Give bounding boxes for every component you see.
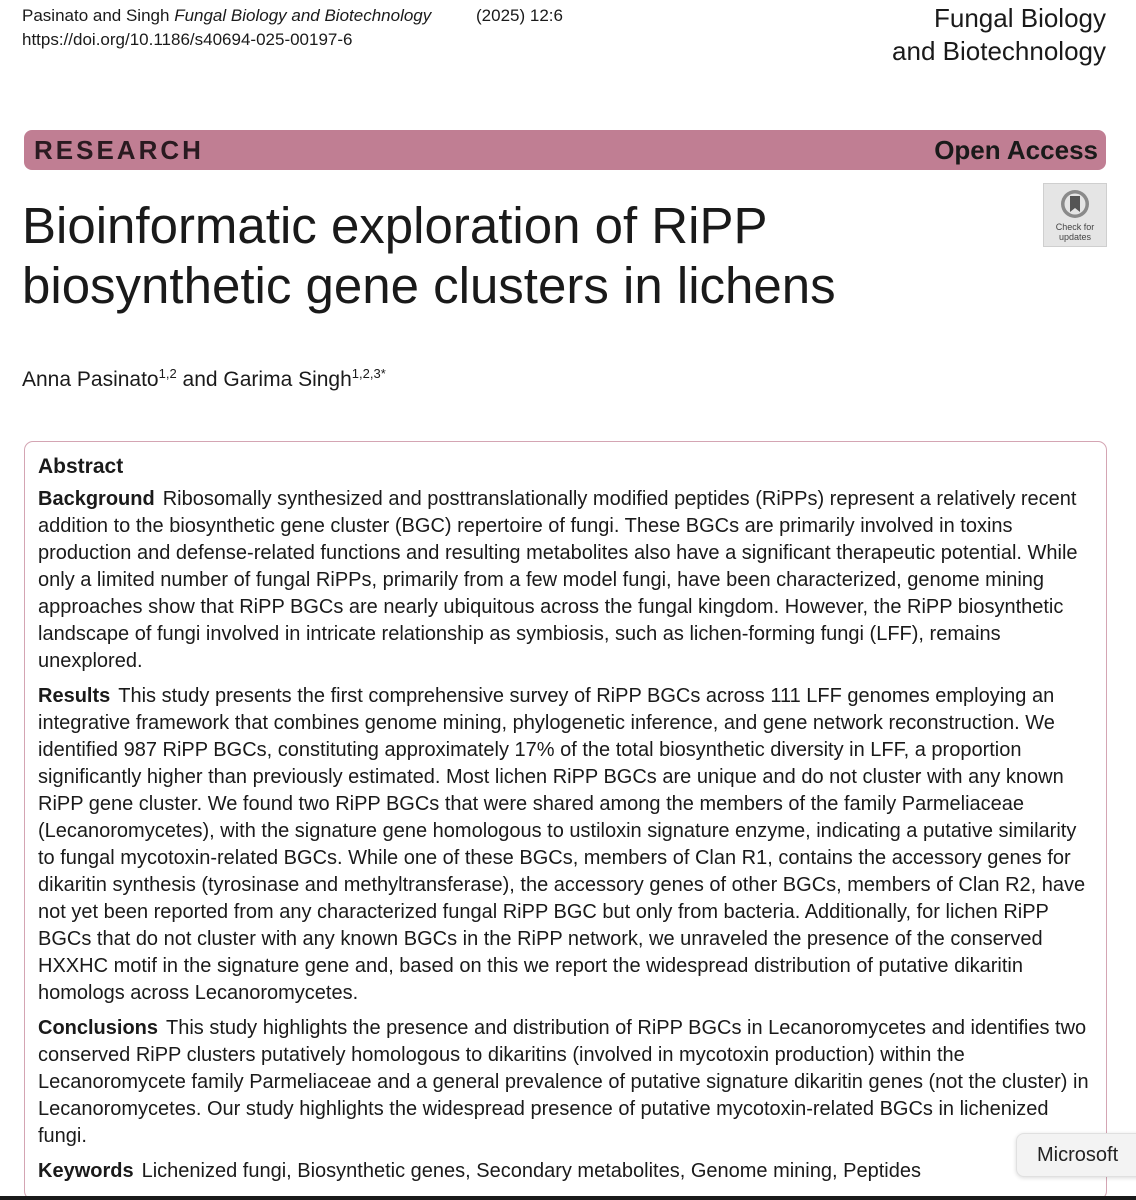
abstract-background (38, 486, 1098, 675)
doi-link[interactable]: https://doi.org/10.1186/s40694-025-00197-6 (22, 30, 353, 49)
author-list (22, 366, 386, 392)
bottom-edge-bar (0, 1196, 1136, 1200)
abstract-content (38, 453, 1098, 1193)
background-label: Background (38, 488, 155, 510)
author-affiliation: 1,2,3* (351, 366, 386, 381)
journal-name-line1: Fungal Biology (934, 3, 1106, 33)
microsoft-translator-badge[interactable]: Microsoft (1016, 1133, 1136, 1177)
author-joiner: and (176, 368, 224, 391)
author-name[interactable]: Garima Singh (223, 368, 352, 391)
journal-name (892, 2, 1106, 68)
article-type-banner (24, 130, 1106, 170)
check-for-updates-line1: Check for (1055, 222, 1095, 232)
header-issue: (2025) 12:6 (476, 6, 563, 25)
results-text: This study presents the first comprehensive survey of RiPP BGCs across 111 LFF genomes employing an integrative framework that combines genome mining, phylogenetic inference, and gene network reconstruction. We identified 987 RiPP BGCs, constituting approximately 17% of the total biosynthetic diversity in LFF, a proportion significantly higher than previously estimated. Most lichen RiPP BGCs are unique and do not cluster with any known RiPP gene cluster. We found two RiPP BGCs that were shared among the members of the family Parmeliaceae (Lecanoromycetes), with the signature gene homologous to ustiloxin signature enzyme, indicating a putative similarity to fungal mycotoxin-related BGCs. While one of these BGCs, members of Clan R1, contains the accessory genes for dikaritin synthesis (tyrosinase and methyltransferase), the accessory genes of other BGCs, members of Clan R2, have not yet been reported from any characterized fungal RiPP BGC but only from bacteria. Additionally, for lichen RiPP BGCs that do not cluster with any known BGCs in the RiPP network, we unraveled the presence of the conserved HXXHC motif in the signature gene and, based on this we report the widespread distribution of putative dikaritin homologs across Lecanoromycetes. (38, 685, 1086, 1004)
article-title: Bioinformatic exploration of RiPP biosynthetic gene clusters in lichens (22, 197, 836, 314)
author-affiliation: 1,2 (158, 366, 177, 381)
conclusions-label: Conclusions (38, 1017, 159, 1039)
keywords-label: Keywords (38, 1160, 134, 1182)
header-authors: Pasinato and Singh (22, 6, 170, 25)
running-header (22, 4, 563, 52)
open-access-label: Open Access (934, 134, 1098, 165)
abstract-heading: Abstract (38, 455, 124, 478)
article-type-label: RESEARCH (34, 134, 204, 165)
keywords-text: Lichenized fungi, Biosynthetic genes, Secondary metabolites, Genome mining, Peptides (141, 1160, 921, 1182)
check-for-updates-icon (1059, 188, 1091, 222)
journal-name-line2: and Biotechnology (892, 36, 1106, 66)
conclusions-text: This study highlights the presence and distribution of RiPP BGCs in Lecanoromycetes and identifies two conserved RiPP clusters putatively homologous to dikaritins (involved in mycotoxin production) within the Lecanoromycete family Parmeliaceae and a general prevalence of putative signature dikaritin genes (not the cluster) in Lecanoromycetes. Our study highlights the widespread presence of putative mycotoxin-related BGCs in lichenized fungi. (38, 1017, 1089, 1147)
check-for-updates-button[interactable] (1043, 183, 1107, 247)
results-label: Results (38, 685, 111, 707)
citation-line (22, 4, 563, 28)
abstract-results (38, 683, 1098, 1007)
author-name[interactable]: Anna Pasinato (22, 368, 159, 391)
abstract-keywords (38, 1158, 1098, 1185)
abstract-conclusions (38, 1015, 1098, 1150)
header-journal: Fungal Biology and Biotechnology (174, 6, 432, 25)
check-for-updates-line2: updates (1058, 232, 1092, 242)
background-text: Ribosomally synthesized and posttranslationally modified peptides (RiPPs) represent a relatively recent addition to the biosynthetic gene cluster (BGC) repertoire of fungi. These BGCs are primarily involved in toxins production and defense-related functions and resulting metabolites also have a significant therapeutic potential. While only a limited number of fungal RiPPs, primarily from a few model fungi, have been characterized, genome mining approaches show that RiPP BGCs are nearly ubiquitous across the fungal kingdom. However, the RiPP biosynthetic landscape of fungi involved in intricate relationship as symbiosis, such as lichen-forming fungi (LFF), remains unexplored. (38, 488, 1078, 672)
